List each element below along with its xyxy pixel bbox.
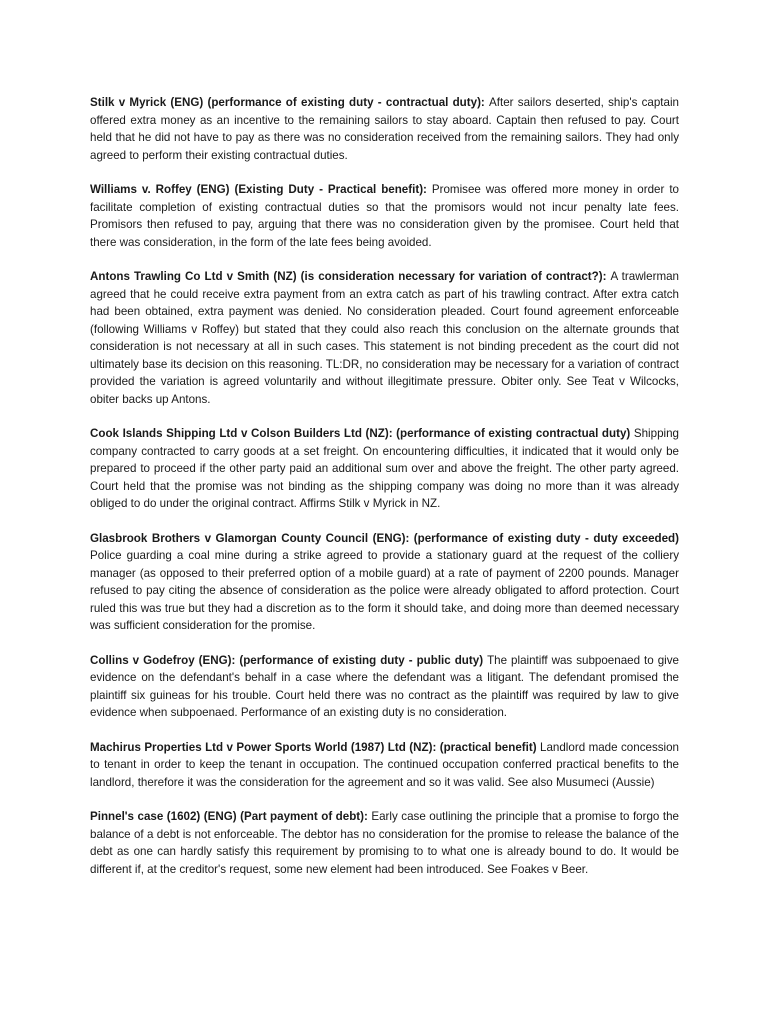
- case-heading: Pinnel's case (1602) (ENG) (Part payment of debt):: [90, 810, 372, 823]
- case-heading: Williams v. Roffey (ENG) (Existing Duty - Practical benefit):: [90, 183, 432, 196]
- case-body: The plaintiff was subpoenaed to give evidence on the defendant's behalf in a case where the defendant was a litigant. The defendant promised the plaintiff six guineas for his trouble. Court held there was no contract as the plaintiff was required by law to give evidence when subpoenaed. Performance of an existing duty is no consideration.: [90, 653, 679, 719]
- case-heading: Antons Trawling Co Ltd v Smith (NZ) (is consideration necessary for variation of contract?):: [90, 270, 611, 283]
- case-heading: Stilk v Myrick (ENG) (performance of existing duty - contractual duty):: [90, 96, 490, 109]
- case-entry-stilk-v-myrick: [90, 94, 679, 164]
- case-entry-machirus-properties: [90, 739, 679, 792]
- case-heading: Machirus Properties Ltd v Power Sports World (1987) Ltd (NZ): (practical benefit): [90, 740, 541, 754]
- case-entry-pinnels-case: [90, 808, 679, 878]
- case-body: Promisee was offered more money in order to facilitate completion of existing contractual duties so that the promisors would not incur penalty late fees. Promisors then refused to pay, arguing that there was no consideration given by the promisee. Court held that there was consideration, in the form of the late fees being avoided.: [90, 183, 679, 249]
- case-body: A trawlerman agreed that he could receive extra payment from an extra catch as part of his trawling contract. After extra catch had been obtained, extra payment was denied. No consideration pleaded. Court found agreement enforceable (following Williams v Roffey) but stated that they could also reach this conclusion on the alternate grounds that consideration is not necessary at all in such cases. This statement is not binding precedent as the court did not ultimately base its decision on this reasoning. TL:DR, no consideration may be necessary for a variation of contract provided the variation is agreed voluntarily and without illegitimate pressure. Obiter only. See Teat v Wilcocks, obiter backs up Antons.: [90, 270, 679, 406]
- case-body: Police guarding a coal mine during a strike agreed to provide a stationary guard at the request of the colliery manager (as opposed to their preferred option of a mobile guard) at a rate of payment of 2200 pounds. Manager refused to pay citing the absence of consideration as the police were already obligated to afford protection. Court ruled this was true but they had a discretion as to the form it should take, and doing more than deemed necessary was sufficient consideration for the promise.: [90, 549, 679, 632]
- case-entry-antons-trawling: [90, 268, 679, 408]
- case-body: Shipping company contracted to carry goods at a set freight. On encountering difficulties, it indicated that it would only be prepared to proceed if the other party paid an additional sum over and above the freight. The other party agreed. Court held that the promise was not binding as the shipping company was doing no more than it was already obliged to do under the original contract. Affirms Stilk v Myrick in NZ.: [90, 427, 679, 510]
- case-body: After sailors deserted, ship's captain offered extra money as an incentive to the remaining sailors to stay aboard. Captain then refused to pay. Court held that he did not have to pay as there was no consideration received from the remaining sailors. They had only agreed to perform their existing contractual duties.: [90, 96, 680, 162]
- case-heading: Cook Islands Shipping Ltd v Colson Builders Ltd (NZ): (performance of existing contractual duty): [90, 427, 634, 440]
- document-body: [90, 94, 679, 895]
- case-entry-williams-v-roffey: [90, 181, 679, 251]
- case-heading: Glasbrook Brothers v Glamorgan County Council (ENG): (performance of existing duty - duty exceeded): [90, 531, 679, 545]
- case-entry-collins-v-godefroy: [90, 652, 679, 722]
- case-body: Early case outlining the principle that a promise to forgo the balance of a debt is not enforceable. The debtor has no consideration for the promise to release the balance of the debt as one can hardly satisfy this requirement by promising to to what one is already bound to do. It would be different if, at the creditor's request, some new element had been introduced. See Foakes v Beer.: [90, 810, 679, 876]
- case-body: Landlord made concession to tenant in order to keep the tenant in occupation. The continued occupation conferred practical benefits to the landlord, therefore it was the consideration for the agreement and so it was valid. See also Musumeci (Aussie): [90, 740, 680, 789]
- case-heading: Collins v Godefroy (ENG): (performance of existing duty - public duty): [90, 653, 488, 667]
- case-entry-cook-islands-shipping: [90, 425, 679, 513]
- case-entry-glasbrook-brothers: [90, 530, 679, 635]
